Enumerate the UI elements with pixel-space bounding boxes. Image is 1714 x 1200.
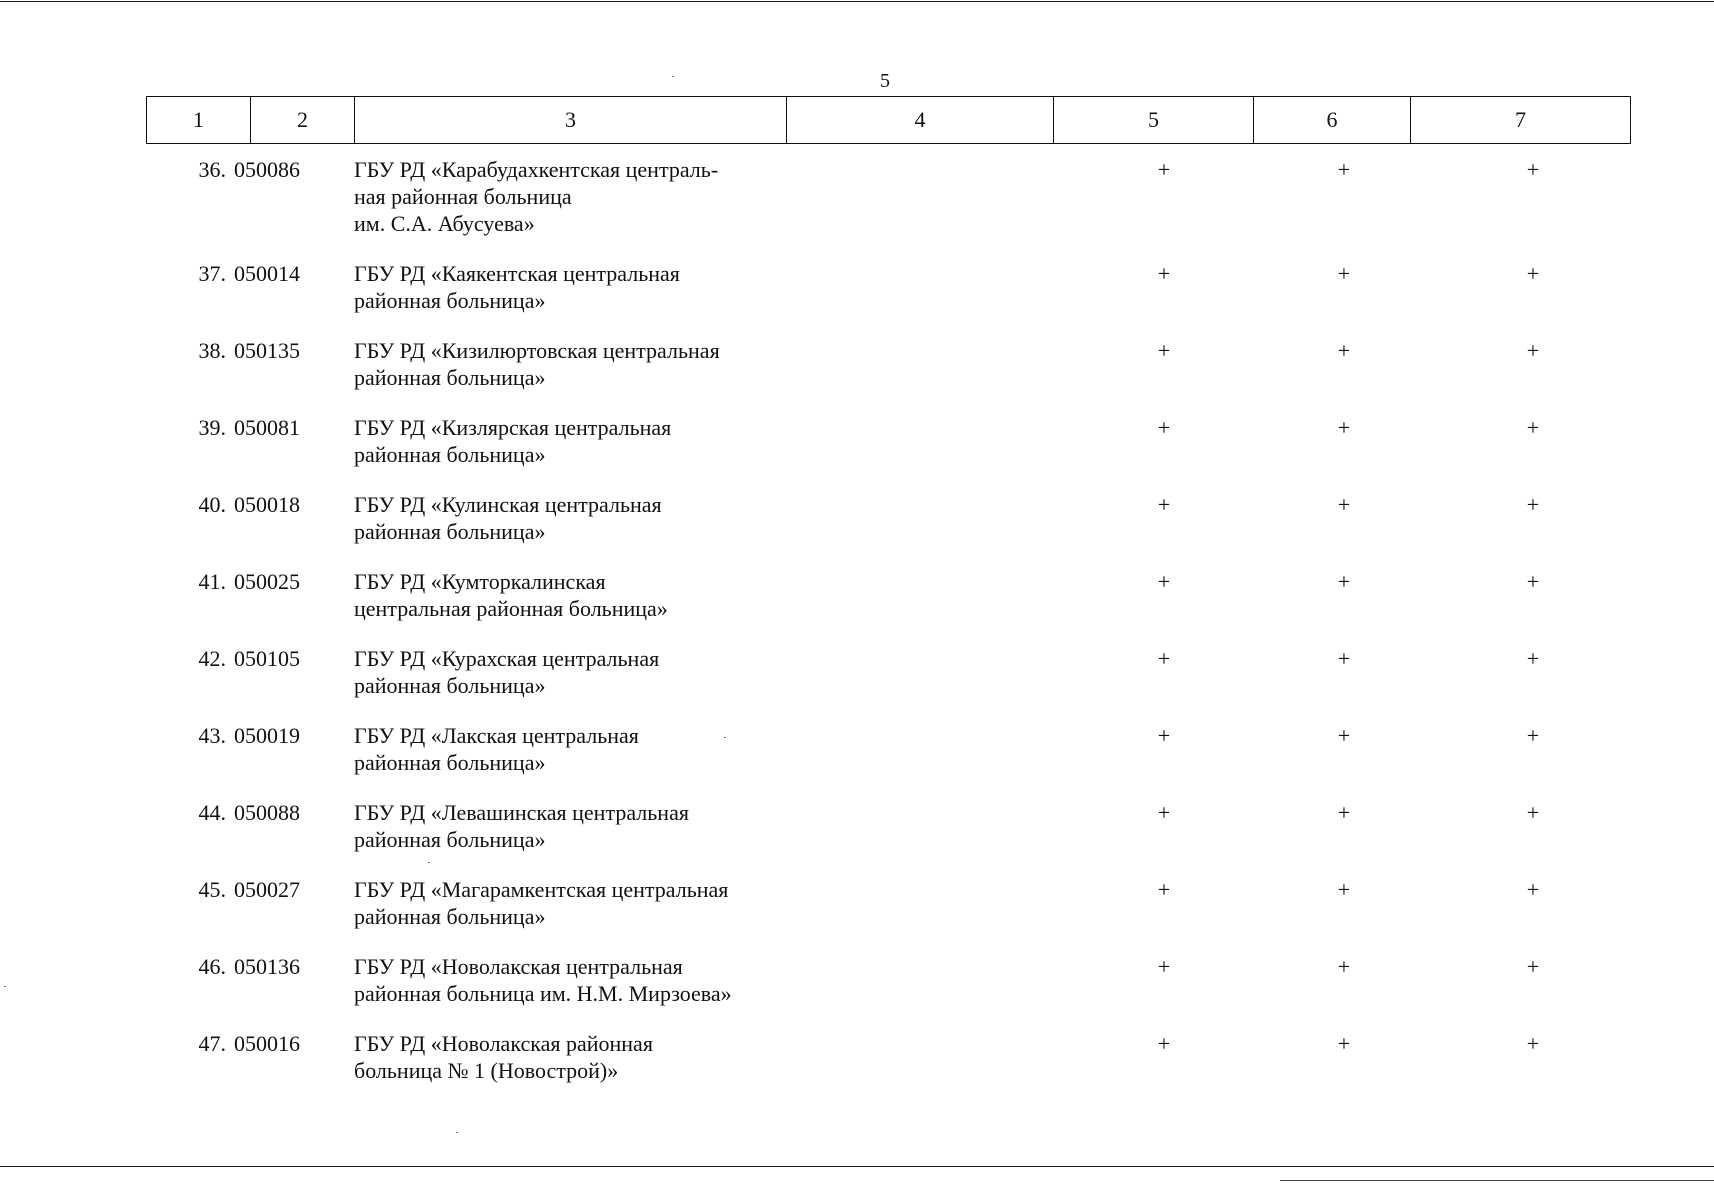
row-code: 050105 [234,646,300,671]
table-row [146,337,1630,414]
table-row [146,491,1630,568]
row-number: 38. [198,338,226,363]
row-mark-col-7: + [1526,492,1540,517]
row-mark-col-7: + [1526,723,1540,748]
row-mark-col-6: + [1337,569,1351,594]
row-mark-col-5: + [1157,954,1171,979]
scan-speck [456,1132,458,1133]
row-number: 46. [198,954,226,979]
row-code: 050014 [234,261,300,286]
row-code: 050136 [234,954,300,979]
row-mark-col-7: + [1526,954,1540,979]
header-row [147,97,1631,144]
row-number: 47. [198,1031,226,1056]
row-mark-col-5: + [1157,877,1171,902]
row-mark-col-7: + [1526,415,1540,440]
row-mark-col-5: + [1157,415,1171,440]
row-mark-col-6: + [1337,954,1351,979]
row-mark-col-5: + [1157,338,1171,363]
column-header-table [146,96,1631,144]
row-mark-col-5: + [1157,569,1171,594]
row-organization-name: ГБУ РД «Лакская центральная районная больница» [354,723,639,775]
row-number: 42. [198,646,226,671]
row-number: 39. [198,415,226,440]
row-mark-col-6: + [1337,800,1351,825]
row-organization-name: ГБУ РД «Новолакская центральная районная больница им. Н.М. Мирзоева» [354,954,732,1006]
row-mark-col-6: + [1337,415,1351,440]
row-mark-col-6: + [1337,157,1351,182]
table-row [146,645,1630,722]
table-row [146,799,1630,876]
row-mark-col-7: + [1526,261,1540,286]
row-code: 050018 [234,492,300,517]
row-number: 40. [198,492,226,517]
row-number: 45. [198,877,226,902]
row-code: 050016 [234,1031,300,1056]
row-number: 41. [198,569,226,594]
table-row [146,156,1630,260]
row-mark-col-6: + [1337,877,1351,902]
header-col-4: 4 [787,97,1054,144]
row-mark-col-7: + [1526,646,1540,671]
row-mark-col-6: + [1337,338,1351,363]
row-code: 050088 [234,800,300,825]
row-mark-col-7: + [1526,338,1540,363]
row-mark-col-6: + [1337,492,1351,517]
table-row [146,876,1630,953]
row-number: 44. [198,800,226,825]
scan-edge-bottom-secondary [1280,1180,1714,1181]
row-mark-col-7: + [1526,1031,1540,1056]
row-number: 37. [198,261,226,286]
row-code: 050027 [234,877,300,902]
row-organization-name: ГБУ РД «Левашинская центральная районная больница» [354,800,689,852]
table-row [146,260,1630,337]
row-mark-col-5: + [1157,1031,1171,1056]
header-col-3: 3 [355,97,787,144]
row-organization-name: ГБУ РД «Карабудахкентская централь- ная районная больница им. С.А. Абусуева» [354,157,719,236]
row-mark-col-7: + [1526,877,1540,902]
page-number: 5 [880,70,890,92]
row-mark-col-5: + [1157,723,1171,748]
row-mark-col-5: + [1157,157,1171,182]
scan-speck [672,76,674,77]
row-mark-col-5: + [1157,800,1171,825]
row-code: 050081 [234,415,300,440]
row-number: 43. [198,723,226,748]
row-code: 050025 [234,569,300,594]
row-mark-col-6: + [1337,646,1351,671]
header-col-5: 5 [1054,97,1254,144]
scan-edge-top [0,1,1714,2]
row-organization-name: ГБУ РД «Кулинская центральная районная больница» [354,492,662,544]
table-body [146,156,1630,1107]
row-mark-col-5: + [1157,646,1171,671]
scan-edge-bottom [0,1166,1714,1167]
row-mark-col-5: + [1157,261,1171,286]
row-organization-name: ГБУ РД «Кумторкалинская центральная районная больница» [354,569,668,621]
header-col-7: 7 [1411,97,1631,144]
row-code: 050086 [234,157,300,182]
row-mark-col-6: + [1337,261,1351,286]
header-col-6: 6 [1254,97,1411,144]
table-row [146,414,1630,491]
row-number: 36. [198,157,226,182]
row-organization-name: ГБУ РД «Новолакская районная больница № 1 (Новострой)» [354,1031,653,1083]
row-mark-col-5: + [1157,492,1171,517]
row-organization-name: ГБУ РД «Курахская центральная районная больница» [354,646,660,698]
row-code: 050019 [234,723,300,748]
row-organization-name: ГБУ РД «Магарамкентская центральная районная больница» [354,877,729,929]
row-mark-col-7: + [1526,569,1540,594]
row-organization-name: ГБУ РД «Каякентская центральная районная больница» [354,261,680,313]
row-mark-col-6: + [1337,723,1351,748]
row-organization-name: ГБУ РД «Кизилюртовская центральная районная больница» [354,338,720,390]
table-row [146,953,1630,1030]
scan-speck [4,986,6,987]
row-code: 050135 [234,338,300,363]
table-row [146,568,1630,645]
row-organization-name: ГБУ РД «Кизлярская центральная районная больница» [354,415,672,467]
header-col-1: 1 [147,97,251,144]
row-mark-col-7: + [1526,157,1540,182]
table-row [146,1030,1630,1107]
table-row [146,722,1630,799]
row-mark-col-7: + [1526,800,1540,825]
row-mark-col-6: + [1337,1031,1351,1056]
header-col-2: 2 [251,97,355,144]
